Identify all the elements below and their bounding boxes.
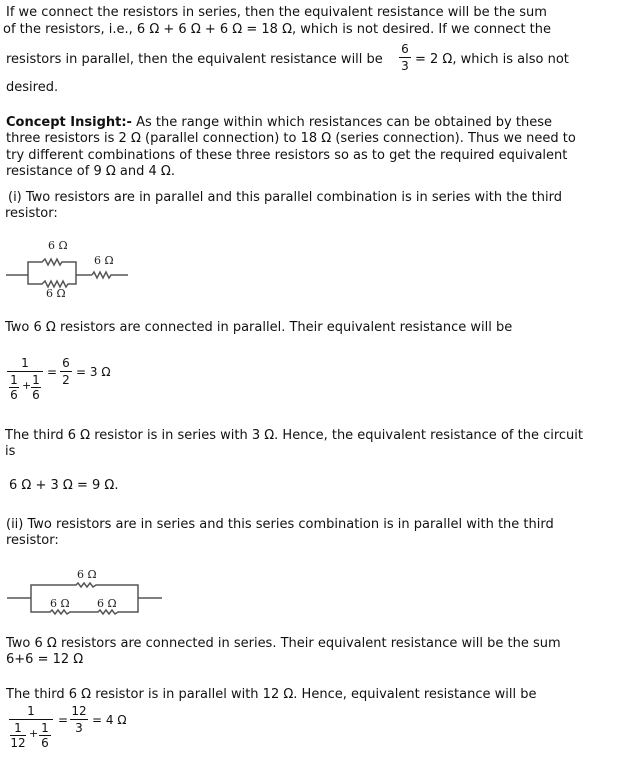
concept-insight-label: Concept Insight:- [6, 115, 132, 130]
intro-line: = 2 Ω, which is also not [415, 52, 569, 67]
case2-text: Two 6 Ω resistors are connected in series. Their equivalent resistance will be the sum [6, 636, 561, 651]
fraction-complex: 1 1 12 + 1 6 [9, 704, 53, 751]
fraction-complex: 1 1 6 + 1 6 [7, 356, 43, 403]
circuit-diagram-series-parallel [0, 560, 170, 620]
fraction: 12 3 [71, 704, 87, 735]
resistor-label: 6 Ω [77, 568, 97, 581]
fraction: 6 3 [399, 42, 411, 73]
circuit-diagram-parallel-series [0, 232, 140, 302]
resistor-label: 6 Ω [94, 254, 114, 267]
case2-heading: (ii) Two resistors are in series and this series combination is in parallel with the third [6, 517, 554, 532]
case1-text: is [5, 444, 16, 459]
case2-heading: resistor: [6, 533, 59, 548]
intro-line: desired. [6, 80, 59, 95]
case1-sum: 6 Ω + 3 Ω = 9 Ω. [9, 478, 119, 493]
resistor-label: 6 Ω [46, 287, 66, 300]
fraction: 6 2 [60, 356, 72, 387]
intro-line: resistors in parallel, then the equivalent resistance will be [6, 52, 383, 67]
resistor-label: 6 Ω [97, 597, 117, 610]
concept-insight-line: resistance of 9 Ω and 4 Ω. [6, 164, 175, 179]
case1-heading: (i) Two resistors are in parallel and this parallel combination is in series with the third [8, 190, 562, 205]
case2-text: 6+6 = 12 Ω [6, 652, 84, 667]
case1-heading: resistor: [5, 206, 58, 221]
concept-insight-line: Concept Insight:- As the range within which resistances can be obtained by these [6, 115, 552, 130]
case1-text: The third 6 Ω resistor is in series with 3 Ω. Hence, the equivalent resistance of the circuit [5, 428, 583, 443]
intro-line: If we connect the resistors in series, then the equivalent resistance will be the sum [6, 5, 547, 20]
concept-insight-line: three resistors is 2 Ω (parallel connection) to 18 Ω (series connection). Thus we need to [6, 131, 576, 146]
resistor-label: 6 Ω [48, 239, 68, 252]
concept-insight-line: try different combinations of these three resistors so as to get the required equivalent [6, 148, 568, 163]
resistor-label: 6 Ω [50, 597, 70, 610]
case1-text: Two 6 Ω resistors are connected in parallel. Their equivalent resistance will be [5, 320, 513, 335]
case2-text: The third 6 Ω resistor is in parallel with 12 Ω. Hence, equivalent resistance will be [6, 687, 537, 702]
intro-line: of the resistors, i.e., 6 Ω + 6 Ω + 6 Ω = 18 Ω, which is not desired. If we connect the [3, 22, 552, 37]
